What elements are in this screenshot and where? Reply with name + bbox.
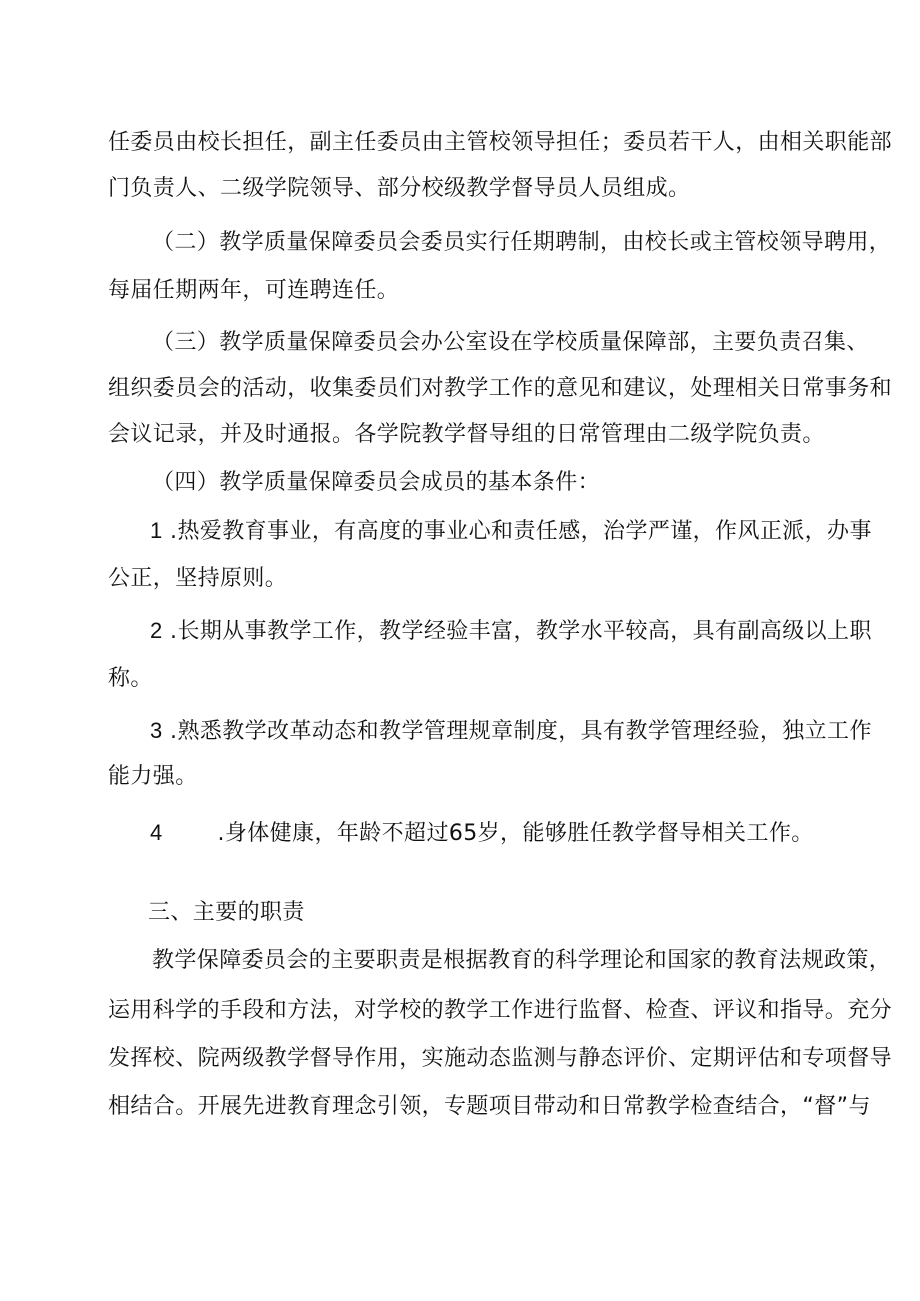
section-heading: 三、主要的职责 [148, 900, 305, 925]
text-line: 运用科学的手段和方法，对学校的教学工作进行监督、检查、评议和指导。充分 [108, 998, 893, 1023]
item-number: 1 [150, 518, 163, 543]
item-text: .身体健康，年龄不超过65岁，能够胜任教学督导相关工作。 [217, 821, 814, 846]
item-text: .热爱教育事业，有高度的事业心和责任感，治学严谨，作风正派，办事 [170, 519, 872, 544]
text-line: （四）教学质量保障委员会成员的基本条件： [152, 470, 601, 495]
item-number: 2 [150, 618, 163, 643]
text-line: （三）教学质量保障委员会办公室设在学校质量保障部，主要负责召集、 [152, 330, 869, 355]
text-line: 发挥校、院两级教学督导作用，实施动态监测与静态评价、定期评估和专项督导 [108, 1046, 893, 1071]
numbered-item-line [150, 616, 872, 647]
numbered-item-line [150, 516, 872, 547]
numbered-item-line [150, 716, 872, 747]
text-line: 公正，坚持原则。 [108, 566, 288, 591]
text-line: 组织委员会的活动，收集委员们对教学工作的意见和建议，处理相关日常事务和 [108, 376, 893, 401]
text-line: 门负责人、二级学院领导、部分校级教学督导员人员组成。 [108, 176, 691, 201]
text-line: 相结合。开展先进教育理念引领，专题项目带动和日常教学检查结合，“督”与 [108, 1094, 871, 1119]
text-line: 称。 [108, 666, 153, 691]
text-line: 任委员由校长担任，副主任委员由主管校领导担任；委员若干人，由相关职能部 [108, 130, 893, 155]
text-line: （二）教学质量保障委员会委员实行任期聘制，由校长或主管校领导聘用， [152, 230, 892, 255]
text-line: 能力强。 [108, 764, 198, 789]
item-text: .长期从事教学工作，教学经验丰富，教学水平较高，具有副高级以上职 [170, 619, 872, 644]
item-text: .熟悉教学改革动态和教学管理规章制度，具有教学管理经验，独立工作 [170, 719, 872, 744]
text-line: 教学保障委员会的主要职责是根据教育的科学理论和国家的教育法规政策， [152, 948, 892, 973]
item-number: 4 [150, 820, 163, 845]
text-line: 会议记录，并及时通报。各学院教学督导组的日常管理由二级学院负责。 [108, 422, 825, 447]
item-number: 3 [150, 718, 163, 743]
numbered-item-line [150, 818, 814, 849]
text-line: 每届任期两年，可连聘连任。 [108, 278, 400, 303]
